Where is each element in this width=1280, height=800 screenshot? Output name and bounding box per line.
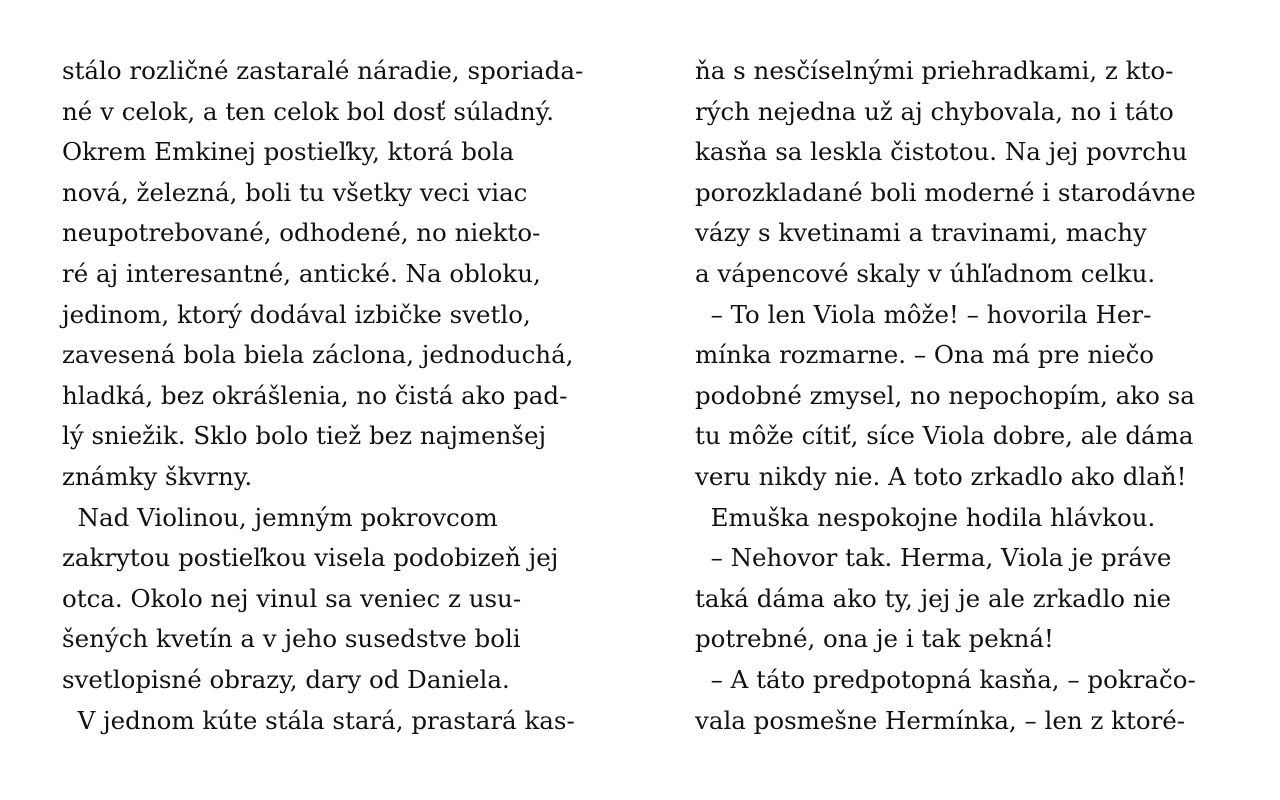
- text-line: mínka rozmarne. – Ona má pre niečo: [695, 340, 1155, 370]
- text-line: stálo rozličné zastaralé náradie, sporiada-: [62, 56, 584, 85]
- left-page-text: [62, 51, 602, 741]
- text-line: jedinom, ktorý dodával izbičke svetlo,: [62, 299, 531, 329]
- right-page-text: [695, 51, 1235, 741]
- text-line: tu môže cítiť, síce Viola dobre, ale dáma: [695, 421, 1194, 451]
- text-line: Nad Violinou, jemným pokrovcom: [62, 502, 498, 532]
- text-line: potrebné, ona je i tak pekná!: [695, 624, 1054, 654]
- text-line: šených kvetín a v jeho susedstve boli: [62, 624, 521, 654]
- text-line: podobné zmysel, no nepochopím, ako sa: [695, 380, 1195, 410]
- text-line: porozkladané boli moderné i starodávne: [695, 177, 1196, 207]
- text-line: hladká, bez okrášlenia, no čistá ako pad-: [62, 380, 568, 410]
- text-line: – To len Viola môže! – hovorila Her-: [695, 299, 1152, 329]
- text-line: taká dáma ako ty, jej je ale zrkadlo nie: [695, 583, 1171, 613]
- text-line: lý sniežik. Sklo bolo tiež bez najmenšej: [62, 421, 547, 451]
- text-line: zakrytou postieľkou visela podobizeň jej: [62, 543, 559, 573]
- text-line: otca. Okolo nej vinul sa veniec z usu-: [62, 583, 522, 613]
- text-line: zavesená bola biela záclona, jednoduchá,: [62, 340, 574, 370]
- text-line: kasňa sa leskla čistotou. Na jej povrchu: [695, 137, 1188, 167]
- text-line: Okrem Emkinej postieľky, ktorá bola: [62, 137, 515, 167]
- text-line: nová, železná, boli tu všetky veci viac: [62, 177, 528, 207]
- text-line: – A táto predpotopná kasňa, – pokračo-: [695, 664, 1196, 694]
- text-line: neupotrebované, odhodené, no niekto-: [62, 218, 541, 248]
- text-line: svetlopisné obrazy, dary od Daniela.: [62, 664, 510, 694]
- text-line: né v celok, a ten celok bol dosť súladný.: [62, 96, 554, 126]
- text-line: známky škvrny.: [62, 461, 253, 491]
- text-line: ňa s nesčíselnými priehradkami, z kto-: [695, 56, 1174, 85]
- text-line: Emuška nespokojne hodila hlávkou.: [695, 502, 1156, 532]
- text-line: V jednom kúte stála stará, prastará kas-: [62, 705, 575, 735]
- text-line: – Nehovor tak. Herma, Viola je práve: [695, 543, 1172, 573]
- text-line: vala posmešne Hermínka, – len z ktoré-: [695, 705, 1186, 735]
- text-line: vázy s kvetinami a travinami, machy: [695, 218, 1147, 248]
- text-line: a vápencové skaly v úhľadnom celku.: [695, 258, 1156, 288]
- text-line: rých nejedna už aj chybovala, no i táto: [695, 96, 1174, 126]
- text-line: ré aj interesantné, antické. Na obloku,: [62, 258, 541, 288]
- text-line: veru nikdy nie. A toto zrkadlo ako dlaň!: [695, 461, 1187, 491]
